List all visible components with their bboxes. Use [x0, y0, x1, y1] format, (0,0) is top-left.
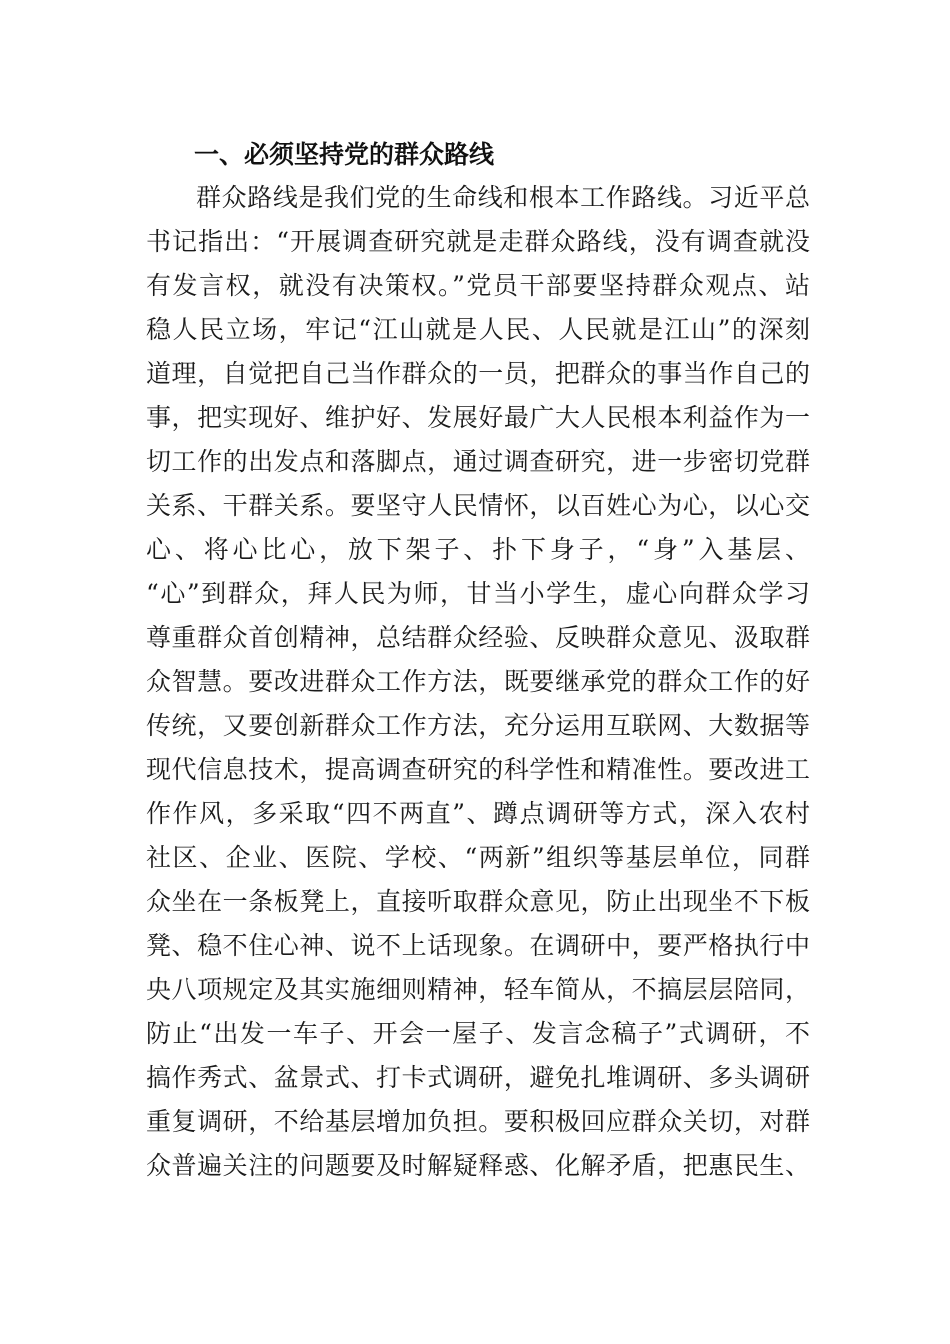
- paragraph-line: 尊重群众首创精神，总结群众经验、反映群众意见、汲取群: [146, 623, 810, 652]
- paragraph-line: 关系、干群关系。要坚守人民情怀，以百姓心为心，以心交: [146, 491, 810, 520]
- paragraph-line: 事，把实现好、维护好、发展好最广大人民根本利益作为一: [146, 403, 810, 432]
- paragraph-line: 道理，自觉把自己当作群众的一员，把群众的事当作自己的: [146, 359, 810, 388]
- paragraph-line: 群众路线是我们党的生命线和根本工作路线。习近平总: [196, 183, 810, 212]
- paragraph-line: 重复调研，不给基层增加负担。要积极回应群众关切，对群: [146, 1107, 810, 1136]
- paragraph-line: 稳人民立场，牢记“江山就是人民、人民就是江山”的深刻: [146, 315, 810, 344]
- paragraph-line: 央八项规定及其实施细则精神，轻车简从，不搞层层陪同，: [146, 975, 810, 1004]
- paragraph-line: 众普遍关注的问题要及时解疑释惑、化解矛盾，把惠民生、: [146, 1151, 810, 1180]
- section-heading: 一、必须坚持党的群众路线: [194, 140, 495, 169]
- paragraph-line: 心、将心比心，放下架子、扑下身子，“身”入基层、: [146, 535, 810, 564]
- paragraph-line: 搞作秀式、盆景式、打卡式调研，避免扎堆调研、多头调研: [146, 1063, 810, 1092]
- paragraph-line: 书记指出：“开展调查研究就是走群众路线，没有调查就没: [146, 227, 810, 256]
- paragraph-line: 社区、企业、医院、学校、“两新”组织等基层单位，同群: [146, 843, 810, 872]
- paragraph-line: 众智慧。要改进群众工作方法，既要继承党的群众工作的好: [146, 667, 810, 696]
- paragraph-line: “心”到群众，拜人民为师，甘当小学生，虚心向群众学习: [146, 579, 810, 608]
- paragraph-line: 众坐在一条板凳上，直接听取群众意见，防止出现坐不下板: [146, 887, 810, 916]
- paragraph-line: 切工作的出发点和落脚点，通过调查研究，进一步密切党群: [146, 447, 810, 476]
- paragraph-line: 作作风，多采取“四不两直”、蹲点调研等方式，深入农村: [146, 799, 810, 828]
- paragraph-line: 现代信息技术，提高调查研究的科学性和精准性。要改进工: [146, 755, 810, 784]
- paragraph-line: 防止“出发一车子、开会一屋子、发言念稿子”式调研，不: [146, 1019, 810, 1048]
- paragraph-line: 凳、稳不住心神、说不上话现象。在调研中，要严格执行中: [146, 931, 810, 960]
- paragraph-line: 有发言权，就没有决策权。”党员干部要坚持群众观点、站: [146, 271, 810, 300]
- paragraph-line: 传统，又要创新群众工作方法，充分运用互联网、大数据等: [146, 711, 810, 740]
